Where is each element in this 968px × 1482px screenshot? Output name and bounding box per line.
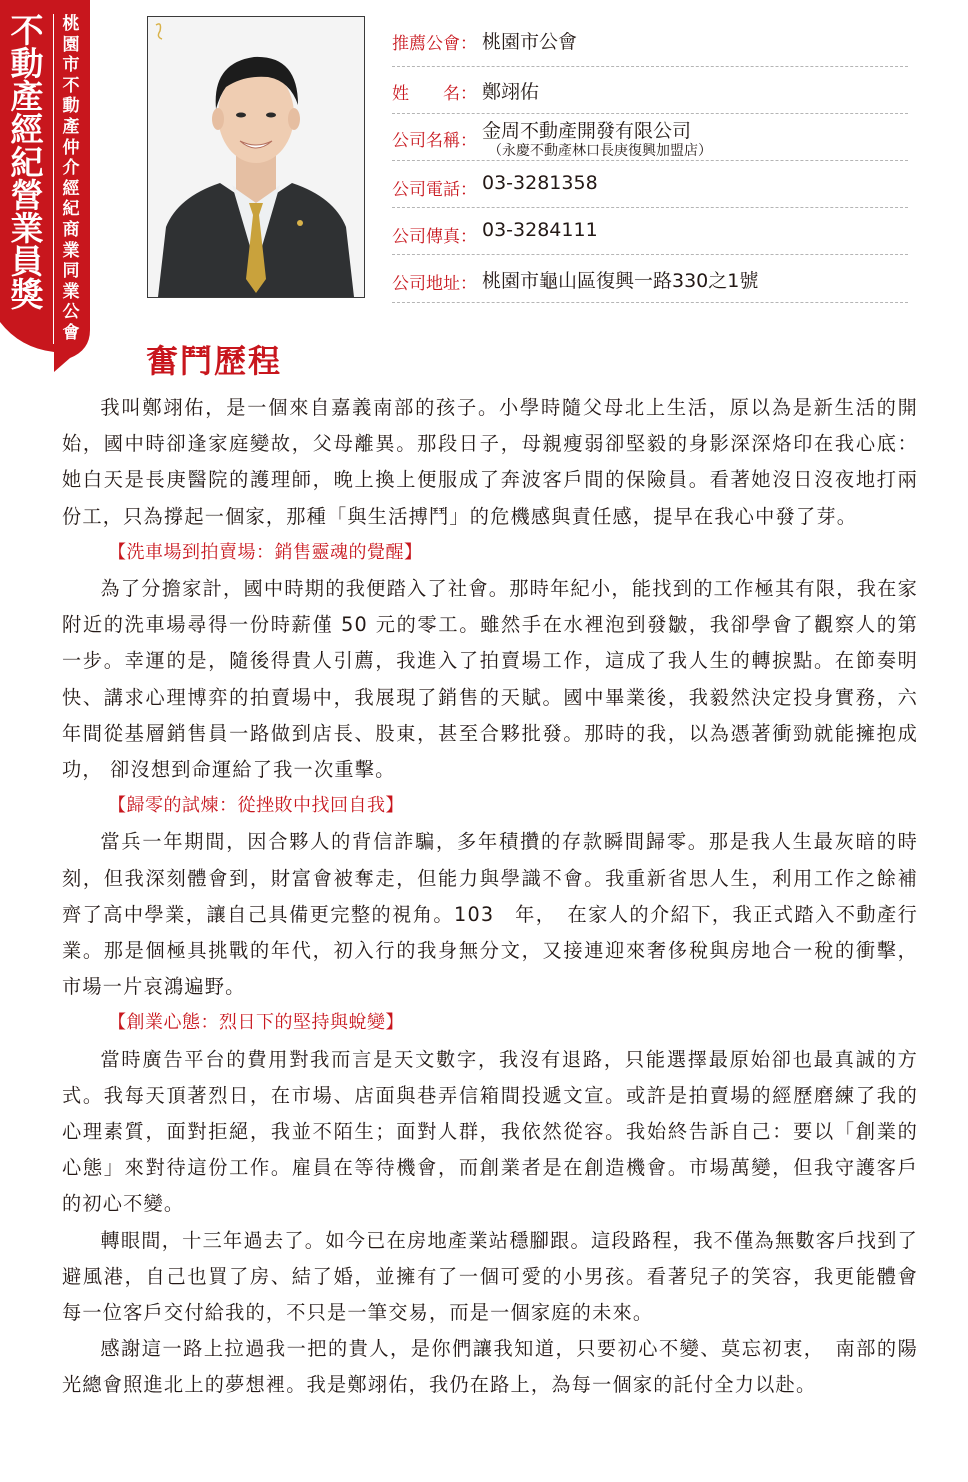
association-value: 桃園市公會 <box>482 31 578 53</box>
company-branch-value: （永慶不動產林口長庚復興加盟店） <box>488 143 712 159</box>
phone-value: 03-3281358 <box>482 172 598 194</box>
info-label: 公司名稱： <box>392 131 477 151</box>
article-body <box>62 390 918 1404</box>
paragraph: 感謝這一路上拉過我一把的貴人，是你們讓我知道，只要初心不變、莫忘初衷， 南部的陽光總會照進北上的夢想裡。我是鄭翊佑，我仍在路上，為每一個家的託付全力以赴。 <box>62 1337 918 1397</box>
banner-divider <box>53 14 54 344</box>
fax-value: 03-3284111 <box>482 219 598 241</box>
info-row-name <box>392 67 908 114</box>
award-banner <box>0 0 94 372</box>
info-row-address <box>392 255 908 303</box>
section-heading: 奮鬥歷程 <box>146 342 283 380</box>
paragraph: 我叫鄭翊佑，是一個來自嘉義南部的孩子。小學時隨父母北上生活，原以為是新生活的開始，國中時卻逢家庭變故，父母離異。那段日子，母親瘦弱卻堅毅的身影深深烙印在我心底：她白天是長庚醫院的護理師，晚上換上便服成了奔波客戶間的保險員。看著她沒日沒夜地打兩份工，只為撐起一個家，那種「與生活搏鬥」的危機感與責任感，提早在我心中發了芽。 <box>62 396 918 528</box>
info-label: 公司傳真： <box>392 227 477 247</box>
paragraph: 轉眼間，十三年過去了。如今已在房地產業站穩腳跟。這段路程，我不僅為無數客戶找到了避風港，自己也買了房、結了婚，並擁有了一個可愛的小男孩。看著兒子的笑容，我更能體會每一位客戶交付給我的，不只是一筆交易，而是一個家庭的未來。 <box>62 1228 918 1325</box>
paragraph: 當時廣告平台的費用對我而言是天文數字，我沒有退路，只能選擇最原始卻也最真誠的方式。我每天頂著烈日，在市場、店面與巷弄信箱間投遞文宣。或許是拍賣場的經歷磨練了我的心理素質，面對拒絕，我並不陌生；面對人群，我依然從容。我始終告訴自己：要以「創業的心態」來對待這份工作。雇員在等待機會，而創業者是在創造機會。市場萬變，但我守護客戶的初心不變。 <box>62 1047 918 1216</box>
info-row-association <box>392 20 908 67</box>
info-label: 公司電話： <box>392 180 477 200</box>
info-label: 推薦公會： <box>392 34 477 54</box>
info-row-company <box>392 114 908 161</box>
info-label: 姓 名： <box>392 84 477 104</box>
portrait-image <box>148 17 364 297</box>
profile-photo <box>147 16 365 298</box>
paragraph: 當兵一年期間，因合夥人的背信詐騙，多年積攢的存款瞬間歸零。那是我人生最灰暗的時刻，但我深刻體會到，財富會被奪走，但能力與學識不會。我重新省思人生，利用工作之餘補齊了高中學業，讓自己具備更完整的視角。103 年， 在家人的介紹下，我正式踏入不動產行業。那是個極具挑戰的年代，初入行的我身無分文，又接連迎來奢侈稅與房地合一稅的衝擊，市場一片哀鴻遍野。 <box>62 830 918 999</box>
subheading: 【洗車場到拍賣場：銷售靈魂的覺醒】 <box>108 541 423 563</box>
subheading: 【歸零的試煉：從挫敗中找回自我】 <box>108 795 404 817</box>
subheading: 【創業心態：烈日下的堅持與蛻變】 <box>108 1012 404 1034</box>
association-name: 桃園市不動產仲介經紀商業同業公會 <box>62 14 80 343</box>
paragraph: 為了分擔家計，國中時期的我便踏入了社會。那時年紀小，能找到的工作極其有限，我在家附近的洗車場尋得一份時薪僅 50 元的零工。雖然手在水裡泡到發皺，我卻學會了觀察人的第一步。幸運的是，隨後得貴人引薦，我進入了拍賣場工作，這成了我人生的轉捩點。在節奏明快、講求心理博弈的拍賣場中，我展現了銷售的天賦。國中畢業後，我毅然決定投身實務，六年間從基層銷售員一路做到店長、股東，甚至合夥批發。那時的我，以為憑著衝勁就能擁抱成功， 卻沒想到命運給了我一次重擊。 <box>62 577 918 782</box>
name-value: 鄭翊佑 <box>482 81 540 103</box>
info-label: 公司地址： <box>392 274 477 294</box>
info-row-fax <box>392 208 908 255</box>
info-row-phone <box>392 161 908 208</box>
company-value: 金周不動產開發有限公司 <box>482 120 692 142</box>
award-title: 不動產經紀營業員獎 <box>10 11 44 314</box>
address-value: 桃園市龜山區復興一路330之1號 <box>482 270 759 292</box>
